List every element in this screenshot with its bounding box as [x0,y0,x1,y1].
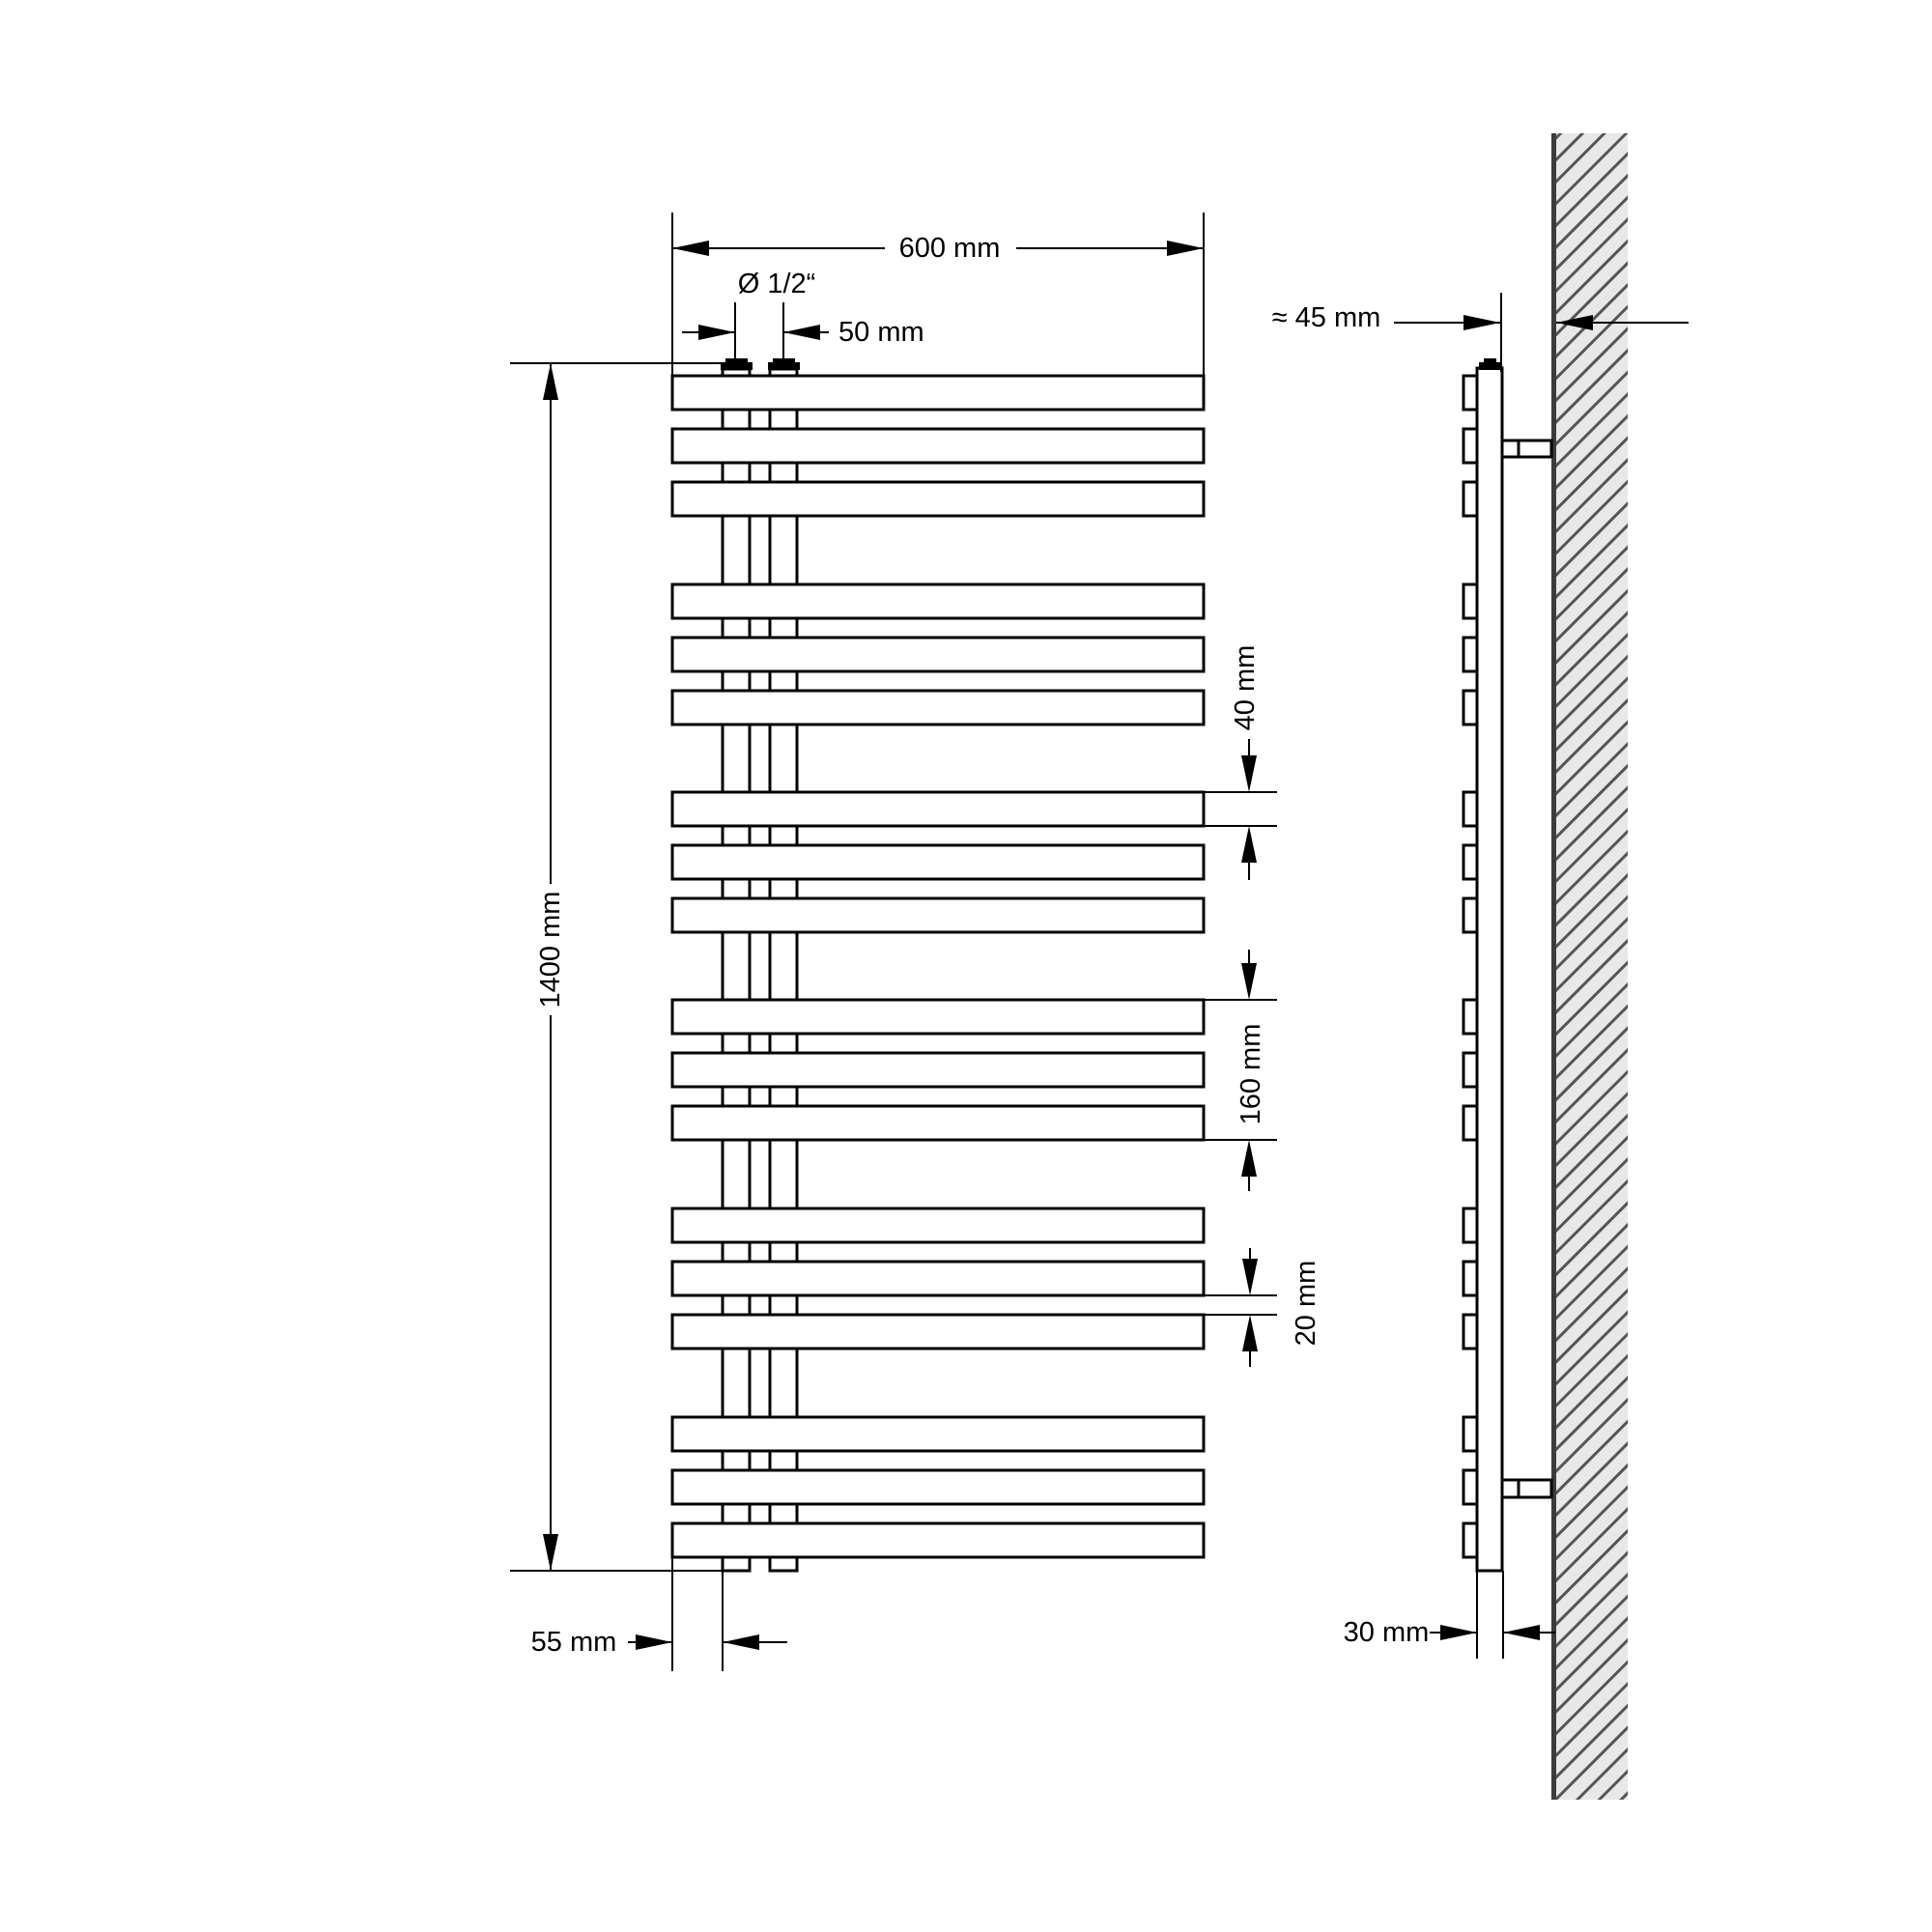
connection-diameter-label: Ø 1/2“ [737,269,816,299]
collector-pipe-right [770,369,797,1571]
arrowhead [698,325,735,340]
towel-rail-bar [672,792,1204,826]
towel-rail-bar [672,845,1204,879]
total-height-label: 1400 mm [535,891,566,1009]
side-connection-cap-top [1484,358,1496,363]
towel-rail-bar [672,1208,1204,1242]
towel-rail-bar [672,898,1204,932]
towel-rail-bar [672,1262,1204,1295]
towel-rail-bar [672,1470,1204,1504]
wall-edge [1551,133,1556,1800]
side-collector-profile [1477,368,1502,1571]
side-rail-tab [1463,792,1477,826]
side-view [1463,358,1551,1571]
side-rail-tab [1463,1523,1477,1557]
dimension-collector-offset [531,1556,787,1671]
arrowhead [636,1634,672,1650]
arrowhead [543,1534,558,1571]
side-rail-tab [1463,482,1477,516]
rail-height-label: 40 mm [1230,644,1261,731]
side-connection-cap [1479,362,1501,370]
side-rail-tab [1463,898,1477,932]
towel-rail-bar [672,1315,1204,1349]
rail-gap-label: 20 mm [1291,1260,1321,1347]
side-rail-tab [1463,638,1477,671]
arrowhead [1241,755,1257,792]
dimension-rail-gap [1204,1248,1321,1367]
side-rail-tab [1463,1315,1477,1349]
towel-rail-bar [672,638,1204,671]
wall [1551,133,1628,1800]
side-rail-tab [1463,691,1477,724]
dimension-connection-spacing [682,302,924,358]
front-view [672,358,1204,1571]
side-rail-tab [1463,376,1477,410]
towel-rail-bar [672,1523,1204,1557]
connection-spacing-label: 50 mm [838,317,924,348]
collector-offset-label: 55 mm [530,1627,617,1658]
connection-nipple-cap [725,358,748,363]
side-rail-tab [1463,1470,1477,1504]
towel-rail-bar [672,1417,1204,1451]
arrowhead [543,363,558,400]
total-width-label: 600 mm [898,233,1001,264]
side-rail-tab [1463,1208,1477,1242]
side-rail-tab [1463,1262,1477,1295]
side-rail-tab [1463,429,1477,463]
arrowhead [672,241,709,256]
connection-nipple [721,362,753,370]
side-rail-tab [1463,1000,1477,1034]
dimension-rail-group-height [1204,950,1277,1191]
towel-rail-bar [672,1106,1204,1140]
towel-rail-bar [672,584,1204,618]
towel-rail-bar [672,1053,1204,1087]
towel-rail-bar [672,1000,1204,1034]
arrowhead [1241,1140,1257,1177]
dimension-connection-diameter [738,269,816,299]
arrowhead [1241,963,1257,1000]
mounting-bracket-bottom [1502,1480,1551,1497]
wall-clearance-label: ≈ 45 mm [1271,302,1381,333]
arrowhead [1242,1259,1258,1295]
dimension-total-height [510,363,723,1571]
arrowhead [1167,241,1204,256]
towel-rail-bar [672,429,1204,463]
connection-nipple-cap [773,358,795,363]
dimension-depth [1344,1571,1555,1659]
collector-pipe-left [723,369,750,1571]
arrowhead [1241,826,1257,863]
towel-rail-bar [672,376,1204,410]
dimension-rail-height [1204,645,1277,880]
mounting-bracket-top [1502,440,1551,457]
towel-rail-bar [672,482,1204,516]
towel-rail-bar [672,691,1204,724]
side-rail-tab [1463,1053,1477,1087]
wall-hatch [1551,133,1628,1800]
arrowhead [1463,315,1500,330]
side-rail-tab [1463,584,1477,618]
side-rail-tab [1463,845,1477,879]
arrowhead [1242,1315,1258,1351]
arrowhead [1440,1625,1477,1640]
depth-label: 30 mm [1343,1617,1430,1648]
rail-group-height-label: 160 mm [1236,1023,1266,1125]
connection-nipple [768,362,800,370]
side-rail-tab [1463,1106,1477,1140]
side-rail-tab [1463,1417,1477,1451]
